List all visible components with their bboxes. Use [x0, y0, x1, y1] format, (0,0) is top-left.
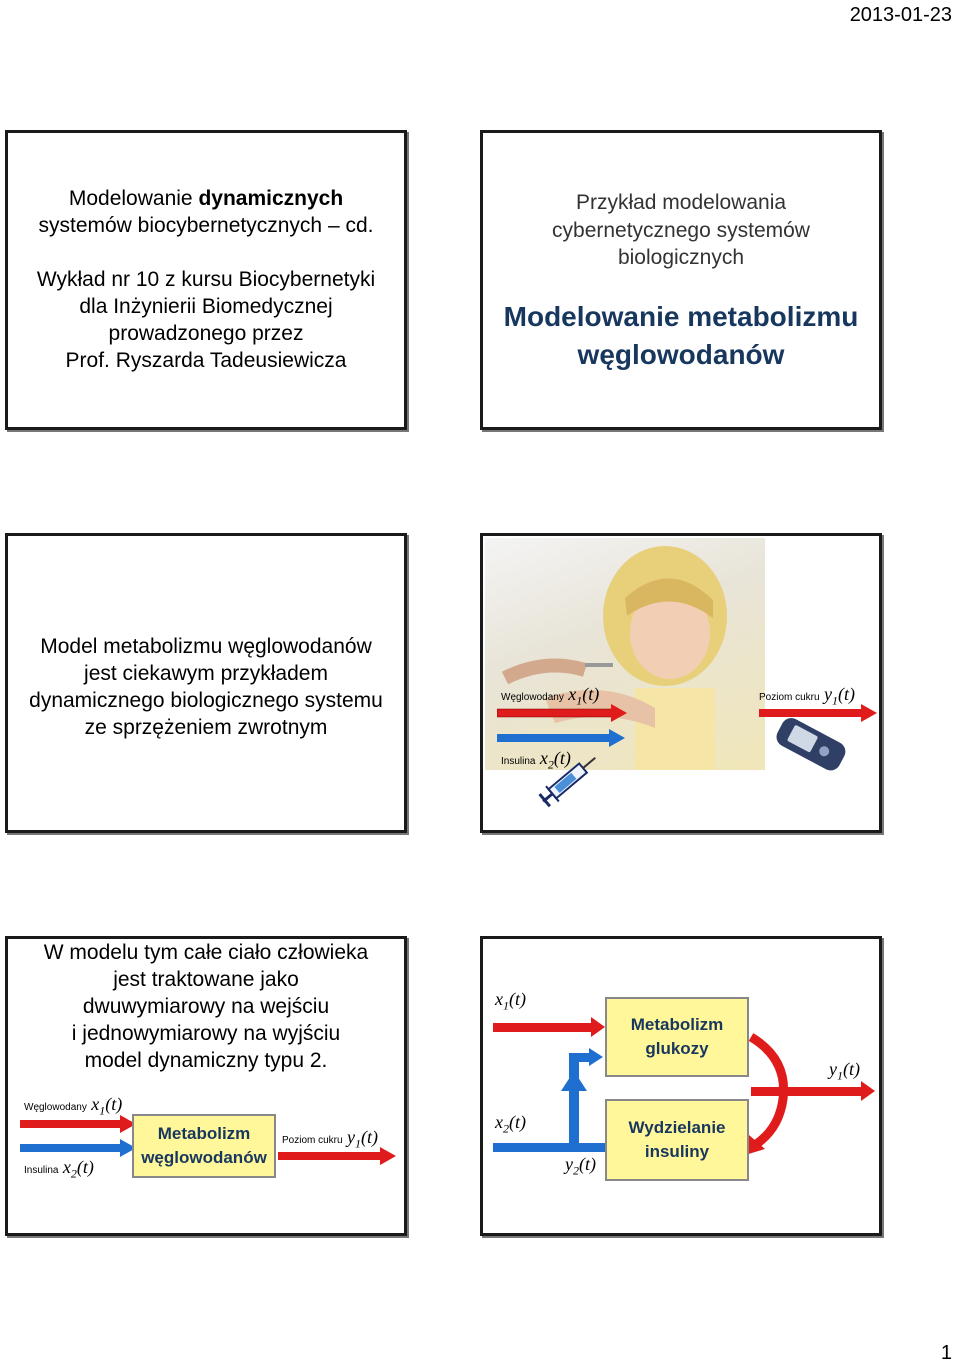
- slide-2: [480, 130, 882, 430]
- slide4-carbs-arrow: [497, 704, 627, 722]
- slide4-x2-sub: 2: [547, 757, 554, 772]
- glucose-box-line1: Metabolizm: [630, 1015, 724, 1034]
- slide4-sugar-text: Poziom cukru: [759, 692, 820, 703]
- slide6-y2-var: y: [565, 1154, 573, 1174]
- slide4-x2-var: x: [539, 748, 548, 768]
- slide4-x1-sub: 1: [576, 693, 583, 708]
- slide6-x2-sub: 2: [503, 1121, 509, 1136]
- glucose-metabolism-box: [605, 997, 749, 1077]
- insulin-box-line1: Wydzielanie: [628, 1118, 726, 1137]
- y2-right-head: [589, 1048, 603, 1066]
- slide5-x2-arg: (t): [76, 1157, 94, 1177]
- slide6-x2-var: x: [495, 1112, 503, 1132]
- header-date: 2013-01-23: [849, 4, 952, 26]
- slide4-x1-var: x: [568, 684, 577, 704]
- carb-metabolism-line2: węglowodanów: [141, 1148, 267, 1167]
- carb-metabolism-box: [132, 1114, 276, 1178]
- slide-6: [480, 936, 882, 1236]
- slide6-x2-arg: (t): [509, 1112, 526, 1132]
- slide5-insulin-text: Insulina: [24, 1165, 59, 1176]
- slide4-carbs-text: Węglowodany: [501, 692, 564, 703]
- slide5-insulin-arrow: [20, 1139, 138, 1157]
- slide5-x1-sub: 1: [99, 1103, 106, 1118]
- slide4-y1-var: y: [824, 684, 833, 704]
- glucose-box-line2: glukozy: [645, 1039, 709, 1058]
- slide1-line1-bold: dynamicznych: [198, 187, 344, 210]
- slide4-y1-arg: (t): [838, 684, 856, 704]
- slide1-line2: systemów biocybernetycznych – cd.: [38, 214, 374, 237]
- slide5-y1-arg: (t): [361, 1127, 379, 1147]
- slide2-title-line2: węglowodanów: [577, 339, 785, 370]
- slide-1: [5, 130, 407, 430]
- slide1-line3: Wykład nr 10 z kursu Biocybernetyki: [36, 268, 376, 291]
- slide-4: [480, 533, 882, 833]
- slide5-insulin-label: [24, 1157, 94, 1182]
- slide1-line6: Prof. Ryszarda Tadeusiewicza: [65, 349, 347, 372]
- slide5-line3: dwuwymiarowy na wejściu: [82, 995, 330, 1018]
- slide6-x1-arg: (t): [509, 989, 526, 1009]
- slide5-x2-var: x: [62, 1157, 71, 1177]
- carb-metabolism-line1: Metabolizm: [157, 1124, 251, 1143]
- slide6-x1-var: x: [495, 989, 503, 1009]
- y1-arrow-head: [861, 1081, 875, 1101]
- slide3-line4: ze sprzężeniem zwrotnym: [84, 716, 328, 739]
- slide1-line4: dla Inżynierii Biomedycznej: [79, 295, 333, 318]
- slide5-x2-sub: 2: [70, 1166, 77, 1181]
- slide6-y1-var: y: [829, 1059, 837, 1079]
- slide6-feedback-diagram: [483, 939, 879, 1233]
- slide-5: [5, 936, 407, 1236]
- slide4-sugar-arrow: [759, 704, 879, 722]
- slide5-carbs-arrow: [20, 1115, 138, 1133]
- slide6-x1-sub: 1: [503, 998, 509, 1013]
- x1-arrow-head: [591, 1017, 605, 1037]
- slide2-line3: biologicznych: [617, 246, 745, 269]
- slide2-title-line1: Modelowanie metabolizmu: [503, 301, 859, 332]
- slide4-y1-sub: 1: [832, 693, 839, 708]
- slide1-line1-prefix: Modelowanie: [68, 187, 199, 210]
- slide4-x1-arg: (t): [582, 684, 600, 704]
- slide4-insulin-text: Insulina: [501, 756, 536, 767]
- slide5-line2: jest traktowane jako: [113, 968, 299, 991]
- page-number: 1: [940, 1342, 952, 1364]
- insulin-secretion-box: [605, 1099, 749, 1181]
- slide5-y1-var: y: [347, 1127, 356, 1147]
- slide3-line3: dynamicznego biologicznego systemu: [29, 689, 383, 712]
- slide-3: [5, 533, 407, 833]
- slide5-sugar-text: Poziom cukru: [282, 1135, 343, 1146]
- slide5-x1-arg: (t): [105, 1094, 123, 1114]
- slide5-line4: i jednowymiarowy na wyjściu: [71, 1022, 341, 1045]
- slide4-insulin-arrow: [497, 729, 627, 747]
- x1-arrow-shaft: [493, 1023, 593, 1032]
- slide2-line1: Przykład modelowania: [575, 191, 787, 214]
- slide3-line1: Model metabolizmu węglowodanów: [40, 635, 372, 658]
- y1-arrow-shaft: [751, 1087, 863, 1096]
- y2-vertical-shaft: [569, 1087, 579, 1147]
- insulin-box-line2: insuliny: [644, 1142, 710, 1161]
- slide6-y2-sub: 2: [573, 1163, 579, 1178]
- slide2-line2: cybernetycznego systemów: [552, 219, 810, 242]
- slide6-y2-arg: (t): [579, 1154, 596, 1174]
- slide3-line2: jest ciekawym przykładem: [84, 662, 328, 685]
- slide5-sugar-arrow: [278, 1147, 398, 1165]
- slide4-insulin-label: [501, 748, 571, 773]
- slide5-y1-sub: 1: [355, 1136, 362, 1151]
- y2-top-connector: [569, 1053, 591, 1062]
- slide4-x2-arg: (t): [553, 748, 571, 768]
- slide5-carbs-text: Węglowodany: [24, 1102, 87, 1113]
- slide6-y1-arg: (t): [843, 1059, 860, 1079]
- slide5-line1: W modelu tym całe ciało człowieka: [43, 941, 369, 964]
- slide5-line5: model dynamiczny typu 2.: [84, 1049, 328, 1072]
- slide5-x1-var: x: [91, 1094, 100, 1114]
- slide1-line5: prowadzonego przez: [108, 322, 304, 345]
- slide1-line1: [8, 185, 404, 212]
- slide6-y1-sub: 1: [837, 1068, 843, 1083]
